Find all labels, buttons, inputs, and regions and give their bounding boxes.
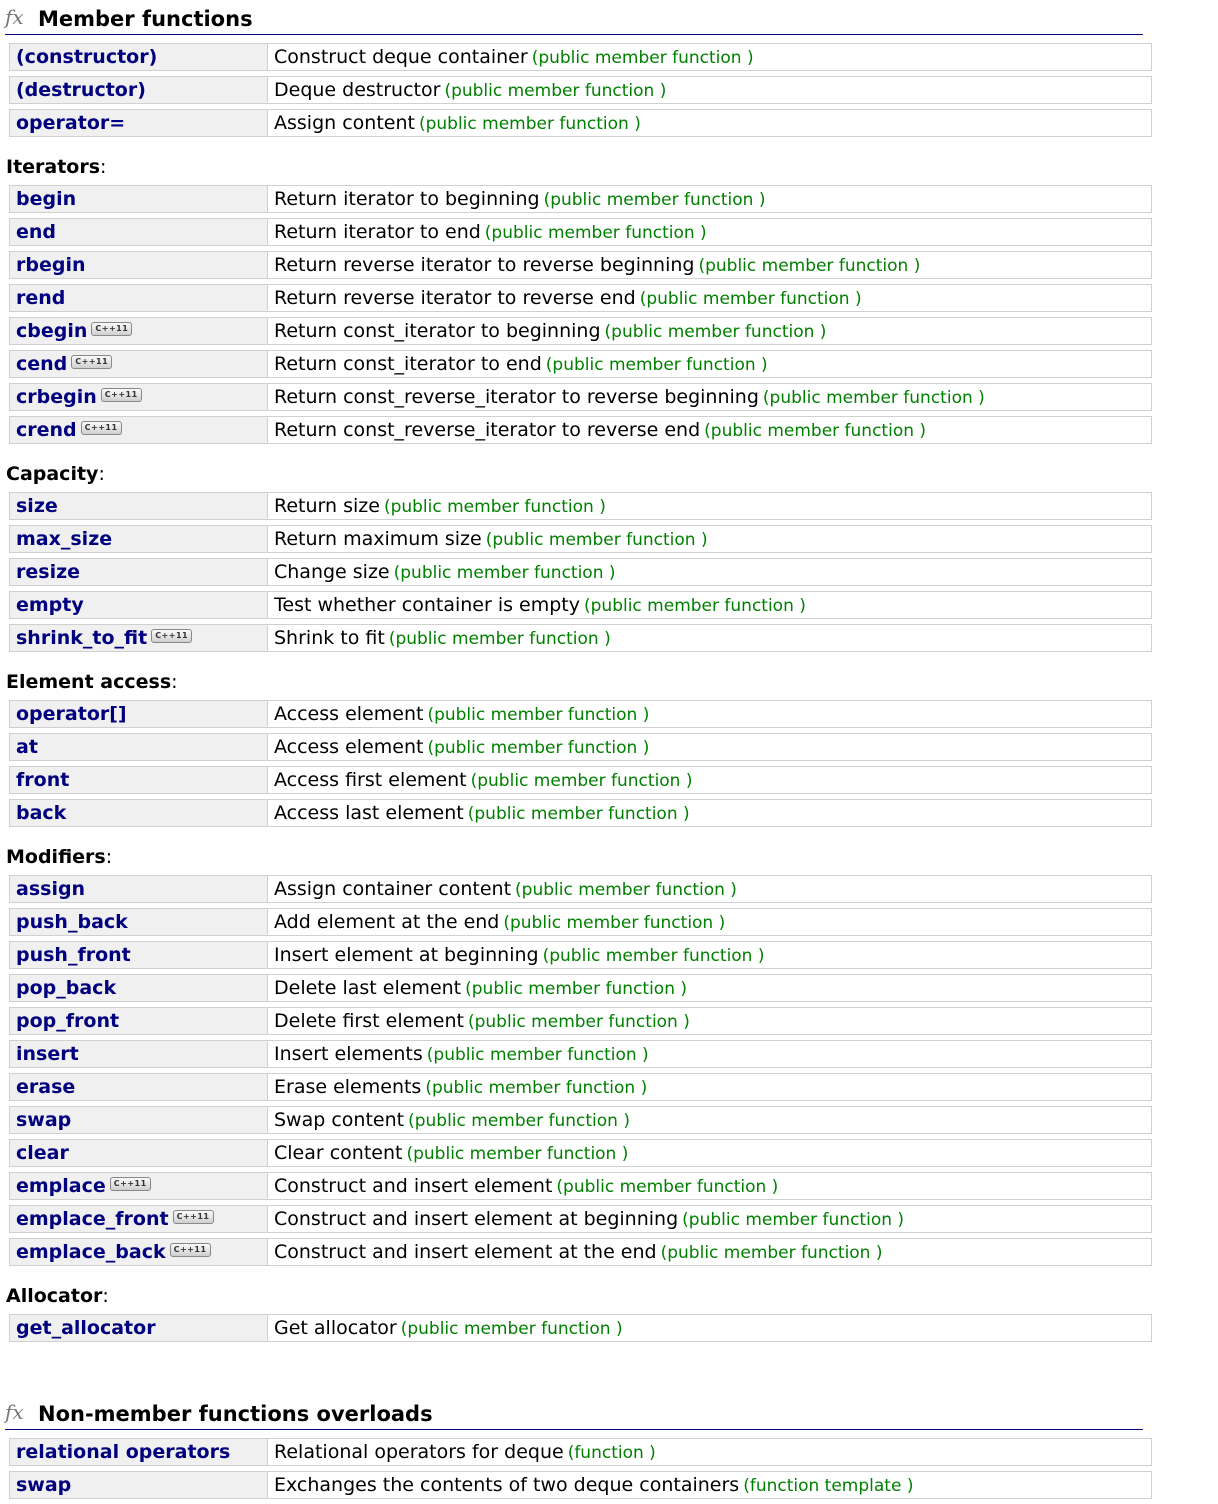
function-description-cell: [267, 1438, 1152, 1466]
function-description: Construct and insert element at the end: [274, 1241, 657, 1263]
function-type: (public member function ): [388, 629, 611, 649]
function-name-cell: [9, 416, 267, 444]
function-link[interactable]: end: [16, 221, 57, 243]
function-description: Swap content: [274, 1109, 405, 1131]
function-type: (public member function ): [484, 223, 707, 243]
function-name-cell: [9, 317, 267, 345]
function-type: (public member function ): [639, 289, 862, 309]
function-type: (public member function ): [426, 1045, 649, 1065]
function-description: Construct and insert element at beginning: [274, 1208, 679, 1230]
function-row: [9, 416, 1152, 444]
function-type: (public member function ): [425, 1078, 648, 1098]
function-description-cell: [267, 43, 1152, 71]
function-name-cell: [9, 218, 267, 246]
function-link[interactable]: emplace_back: [16, 1241, 166, 1263]
function-description-cell: [267, 350, 1152, 378]
function-row: [9, 733, 1152, 761]
function-name-cell: [9, 525, 267, 553]
function-link[interactable]: resize: [16, 561, 81, 583]
function-row: [9, 1238, 1152, 1266]
function-link[interactable]: pop_back: [16, 977, 117, 999]
function-description: Access first element: [274, 769, 467, 791]
cpp11-badge: C++11: [81, 421, 122, 435]
function-link[interactable]: begin: [16, 188, 77, 210]
function-name-cell: [9, 1314, 267, 1342]
function-description: Construct and insert element: [274, 1175, 553, 1197]
function-link[interactable]: rbegin: [16, 254, 86, 276]
function-description: Return reverse iterator to reverse beginning: [274, 254, 695, 276]
function-name-cell: [9, 875, 267, 903]
function-type: (public member function ): [503, 913, 726, 933]
function-name-cell: [9, 1238, 267, 1266]
function-link[interactable]: back: [16, 802, 67, 824]
function-description-cell: [267, 1238, 1152, 1266]
function-row: [9, 109, 1152, 137]
section-label: [6, 846, 1150, 868]
function-link[interactable]: swap: [16, 1474, 72, 1496]
function-row: [9, 1438, 1152, 1466]
function-row: [9, 76, 1152, 104]
function-description-cell: [267, 284, 1152, 312]
function-description: Return const_reverse_iterator to reverse beginning: [274, 386, 759, 408]
function-description-cell: [267, 76, 1152, 104]
function-name-cell: [9, 799, 267, 827]
function-type: (public member function ): [515, 880, 737, 900]
function-link[interactable]: get_allocator: [16, 1317, 156, 1339]
function-row: [9, 700, 1152, 728]
function-link[interactable]: relational operators: [16, 1441, 231, 1463]
section-label-colon: :: [98, 463, 105, 485]
cpp11-badge: C++11: [151, 629, 192, 643]
function-type: (public member function ): [531, 48, 754, 68]
function-description: Add element at the end: [274, 911, 500, 933]
function-description-cell: [267, 1106, 1152, 1134]
function-type: (public member function ): [604, 322, 827, 342]
function-description: Erase elements: [274, 1076, 422, 1098]
function-description: Relational operators for deque: [274, 1441, 564, 1463]
function-link[interactable]: max_size: [16, 528, 113, 550]
function-row: [9, 383, 1152, 411]
function-row: [9, 908, 1152, 936]
function-table: [9, 38, 1152, 142]
function-row: [9, 941, 1152, 969]
function-description-cell: [267, 185, 1152, 213]
function-row: [9, 799, 1152, 827]
section-label-colon: :: [171, 671, 178, 693]
function-description-cell: [267, 1172, 1152, 1200]
function-description: Test whether container is empty: [274, 594, 580, 616]
function-name-cell: [9, 908, 267, 936]
function-description: Clear content: [274, 1142, 403, 1164]
function-type: (public member function ): [444, 81, 667, 101]
section-label-colon: :: [102, 1285, 109, 1307]
function-name-cell: [9, 1040, 267, 1068]
function-type: (public member function ): [704, 421, 927, 441]
function-link[interactable]: (constructor): [16, 46, 158, 68]
section-label: [6, 671, 1150, 693]
function-description-cell: [267, 1314, 1152, 1342]
function-name-cell: [9, 76, 267, 104]
function-description: Deque destructor: [274, 79, 441, 101]
function-name-cell: [9, 1106, 267, 1134]
function-row: [9, 492, 1152, 520]
function-type: (public member function ): [470, 771, 693, 791]
function-description-cell: [267, 591, 1152, 619]
function-row: [9, 624, 1152, 652]
function-description-cell: [267, 700, 1152, 728]
function-type: (public member function ): [543, 190, 766, 210]
function-type: (public member function ): [698, 256, 921, 276]
fx-icon: fx: [5, 1400, 24, 1424]
function-row: [9, 875, 1152, 903]
function-link[interactable]: cbegin: [16, 320, 88, 342]
function-description: Return iterator to beginning: [274, 188, 540, 210]
function-type: (public member function ): [400, 1319, 623, 1339]
heading-title: Non-member functions overloads: [38, 1402, 433, 1426]
function-row: [9, 185, 1152, 213]
function-name-cell: [9, 1073, 267, 1101]
fx-icon: fx: [5, 5, 24, 29]
function-name-cell: [9, 591, 267, 619]
function-description: Access last element: [274, 802, 464, 824]
function-type: (public member function ): [427, 705, 650, 725]
function-description-cell: [267, 1007, 1152, 1035]
function-row: [9, 251, 1152, 279]
function-description-cell: [267, 974, 1152, 1002]
function-row: [9, 1471, 1152, 1499]
member-functions-heading: [5, 4, 1143, 35]
function-row: [9, 284, 1152, 312]
function-description-cell: [267, 218, 1152, 246]
member-groups: [5, 38, 1150, 1347]
section-label-colon: :: [100, 156, 107, 178]
function-name-cell: [9, 624, 267, 652]
function-type: (public member function ): [465, 979, 688, 999]
function-row: [9, 1007, 1152, 1035]
function-link[interactable]: empty: [16, 594, 84, 616]
function-name-cell: [9, 1438, 267, 1466]
function-table: [9, 180, 1152, 449]
function-type: (public member function ): [467, 804, 690, 824]
function-name-cell: [9, 766, 267, 794]
function-description-cell: [267, 799, 1152, 827]
function-description: Return reverse iterator to reverse end: [274, 287, 636, 309]
function-description-cell: [267, 416, 1152, 444]
section-label-text: Element access: [6, 671, 172, 693]
function-description: Access element: [274, 703, 424, 725]
function-description: Assign container content: [274, 878, 512, 900]
function-type: (public member function ): [418, 114, 641, 134]
function-description: Exchanges the contents of two deque containers: [274, 1474, 740, 1496]
nonmember-groups: [5, 1433, 1150, 1504]
function-name-cell: [9, 492, 267, 520]
function-link[interactable]: assign: [16, 878, 86, 900]
function-row: [9, 525, 1152, 553]
function-row: [9, 766, 1152, 794]
page: [5, 4, 1150, 1504]
function-description: Return const_iterator to beginning: [274, 320, 601, 342]
cpp11-badge: C++11: [91, 322, 132, 336]
function-link[interactable]: operator=: [16, 112, 126, 134]
function-link[interactable]: (destructor): [16, 79, 146, 101]
function-description-cell: [267, 525, 1152, 553]
function-row: [9, 218, 1152, 246]
heading-title: Member functions: [38, 7, 253, 31]
cpp11-badge: C++11: [173, 1210, 214, 1224]
function-description: Access element: [274, 736, 424, 758]
function-description-cell: [267, 1073, 1152, 1101]
function-row: [9, 1172, 1152, 1200]
function-description: Return const_iterator to end: [274, 353, 542, 375]
non-member-functions-heading: [5, 1399, 1143, 1430]
function-description-cell: [267, 941, 1152, 969]
function-description-cell: [267, 1139, 1152, 1167]
function-name-cell: [9, 350, 267, 378]
function-name-cell: [9, 185, 267, 213]
function-name-cell: [9, 284, 267, 312]
section-label-text: Iterators: [6, 156, 101, 178]
function-description: Change size: [274, 561, 390, 583]
function-description-cell: [267, 317, 1152, 345]
function-description-cell: [267, 875, 1152, 903]
function-link[interactable]: emplace_front: [16, 1208, 169, 1230]
function-link[interactable]: shrink_to_fit: [16, 627, 148, 649]
function-name-cell: [9, 383, 267, 411]
function-row: [9, 1073, 1152, 1101]
function-row: [9, 1106, 1152, 1134]
function-type: (public member function ): [427, 738, 650, 758]
function-link[interactable]: crend: [16, 419, 77, 441]
function-description: Return iterator to end: [274, 221, 481, 243]
function-description-cell: [267, 733, 1152, 761]
function-description: Get allocator: [274, 1317, 397, 1339]
function-description-cell: [267, 1040, 1152, 1068]
function-description-cell: [267, 383, 1152, 411]
section-label: [6, 1285, 1150, 1307]
function-description: Shrink to fit: [274, 627, 385, 649]
function-type: (public member function ): [762, 388, 985, 408]
function-name-cell: [9, 43, 267, 71]
function-type: (public member function ): [556, 1177, 779, 1197]
function-table: [9, 487, 1152, 657]
function-name-cell: [9, 1172, 267, 1200]
function-name-cell: [9, 941, 267, 969]
function-table: [9, 695, 1152, 832]
function-name-cell: [9, 1471, 267, 1499]
function-type: (public member function ): [584, 596, 806, 616]
function-link[interactable]: cend: [16, 353, 68, 375]
function-name-cell: [9, 1205, 267, 1233]
function-table: [9, 870, 1152, 1271]
function-description-cell: [267, 908, 1152, 936]
function-row: [9, 1139, 1152, 1167]
function-description: Delete last element: [274, 977, 462, 999]
function-type: (function ): [567, 1443, 656, 1463]
cpp11-badge: C++11: [71, 355, 112, 369]
function-link[interactable]: crbegin: [16, 386, 97, 408]
section-label-colon: :: [105, 846, 113, 868]
function-type: (public member function ): [393, 563, 616, 583]
function-link[interactable]: erase: [16, 1076, 76, 1098]
function-description-cell: [267, 558, 1152, 586]
function-link[interactable]: clear: [16, 1142, 69, 1164]
function-name-cell: [9, 1007, 267, 1035]
function-type: (public member function ): [467, 1012, 690, 1032]
function-description-cell: [267, 1471, 1152, 1499]
function-link[interactable]: push_back: [16, 911, 128, 933]
function-link[interactable]: insert: [16, 1043, 79, 1065]
function-description-cell: [267, 624, 1152, 652]
section-label-text: Capacity: [6, 463, 99, 485]
function-row: [9, 558, 1152, 586]
function-row: [9, 317, 1152, 345]
function-type: (public member function ): [485, 530, 708, 550]
function-type: (public member function ): [406, 1144, 629, 1164]
function-description: Construct deque container: [274, 46, 528, 68]
function-name-cell: [9, 251, 267, 279]
function-type: (public member function ): [408, 1111, 630, 1131]
function-type: (function template ): [743, 1476, 914, 1496]
function-link[interactable]: front: [16, 769, 70, 791]
function-link[interactable]: size: [16, 495, 58, 517]
function-name-cell: [9, 558, 267, 586]
function-name-cell: [9, 1139, 267, 1167]
function-row: [9, 1040, 1152, 1068]
function-description: Delete first element: [274, 1010, 464, 1032]
function-description-cell: [267, 1205, 1152, 1233]
function-row: [9, 1314, 1152, 1342]
function-description: Insert elements: [274, 1043, 423, 1065]
section-label-text: Modifiers: [6, 846, 106, 868]
function-link[interactable]: rend: [16, 287, 66, 309]
function-description: Assign content: [274, 112, 415, 134]
function-type: (public member function ): [545, 355, 768, 375]
function-type: (public member function ): [660, 1243, 883, 1263]
function-name-cell: [9, 974, 267, 1002]
section-label-text: Allocator: [6, 1285, 103, 1307]
section-label: [6, 156, 1150, 178]
function-link[interactable]: at: [16, 736, 38, 758]
function-description: Return const_reverse_iterator to reverse end: [274, 419, 701, 441]
cpp11-badge: C++11: [170, 1243, 211, 1257]
function-row: [9, 591, 1152, 619]
function-name-cell: [9, 109, 267, 137]
function-type: (public member function ): [383, 497, 606, 517]
function-table: [9, 1433, 1152, 1504]
function-row: [9, 350, 1152, 378]
function-link[interactable]: emplace: [16, 1175, 106, 1197]
function-link[interactable]: operator[]: [16, 703, 127, 725]
function-row: [9, 43, 1152, 71]
cpp11-badge: C++11: [101, 388, 142, 402]
function-description-cell: [267, 251, 1152, 279]
function-name-cell: [9, 733, 267, 761]
function-description: Return size: [274, 495, 380, 517]
function-link[interactable]: swap: [16, 1109, 72, 1131]
function-description-cell: [267, 766, 1152, 794]
function-row: [9, 974, 1152, 1002]
function-row: [9, 1205, 1152, 1233]
function-description: Return maximum size: [274, 528, 482, 550]
function-table: [9, 1309, 1152, 1347]
function-description-cell: [267, 109, 1152, 137]
function-link[interactable]: pop_front: [16, 1010, 120, 1032]
section-label: [6, 463, 1150, 485]
function-link[interactable]: push_front: [16, 944, 131, 966]
function-description-cell: [267, 492, 1152, 520]
function-type: (public member function ): [682, 1210, 905, 1230]
cpp11-badge: C++11: [110, 1177, 151, 1191]
function-description: Insert element at beginning: [274, 944, 539, 966]
function-name-cell: [9, 700, 267, 728]
function-type: (public member function ): [542, 946, 765, 966]
